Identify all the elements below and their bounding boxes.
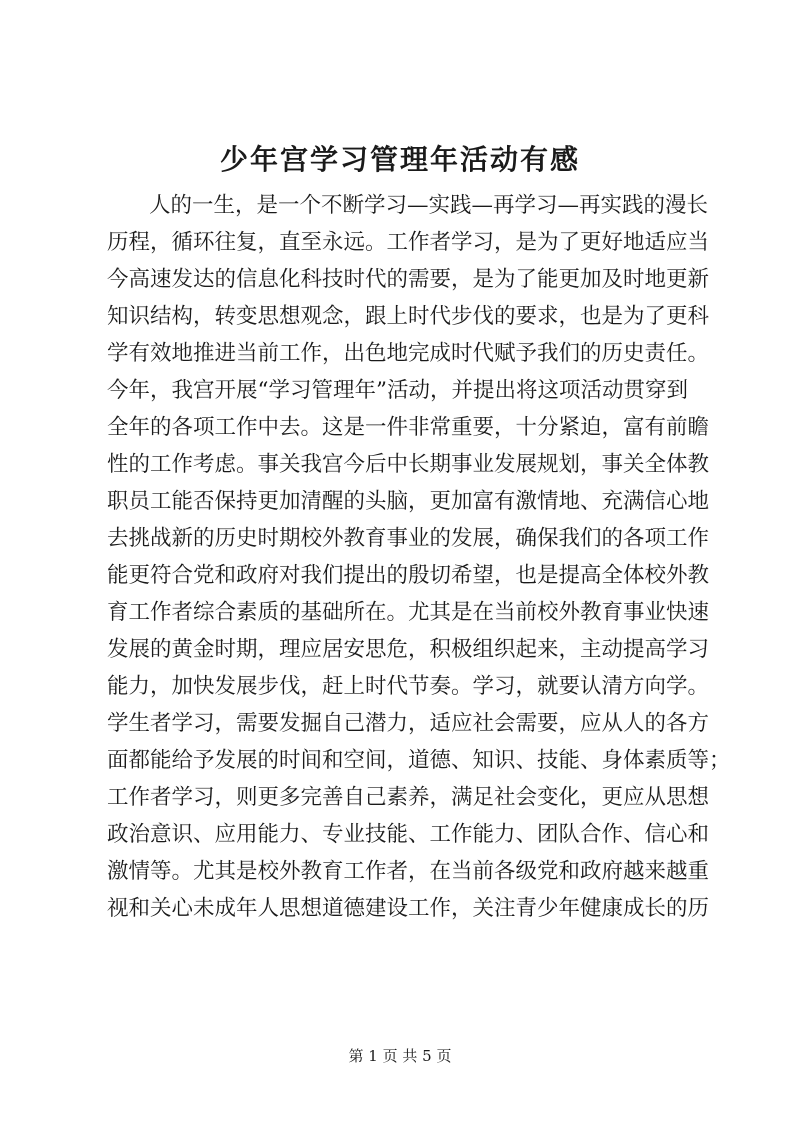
body-line: 学生者学习，需要发掘自己潜力，适应社会需要，应从人的各方 xyxy=(107,711,710,736)
body-line: 育工作者综合素质的基础所在。尤其是在当前校外教育事业快速 xyxy=(107,600,710,625)
body-line: 视和关心未成年人思想道德建设工作，关注青少年健康成长的历 xyxy=(107,896,710,921)
body-line: 激情等。尤其是校外教育工作者，在当前各级党和政府越来越重 xyxy=(107,859,710,884)
body-line: 能力，加快发展步伐，赶上时代节奏。学习，就要认清方向学。 xyxy=(107,674,710,699)
body-line: 性的工作考虑。事关我宫今后中长期事业发展规划，事关全体教 xyxy=(107,452,710,477)
body-line: 去挑战新的历史时期校外教育事业的发展，确保我们的各项工作 xyxy=(107,526,710,551)
body-line: 面都能给予发展的时间和空间，道德、知识、技能、身体素质等； xyxy=(107,748,731,773)
body-line: 全年的各项工作中去。这是一件非常重要，十分紧迫，富有前瞻 xyxy=(107,415,710,440)
body-line: 工作者学习，则更多完善自己素养，满足社会变化，更应从思想 xyxy=(107,785,710,810)
body-line: 职员工能否保持更加清醒的头脑，更加富有激情地、充满信心地 xyxy=(107,489,710,514)
body-line: 人的一生，是一个不断学习—实践—再学习—再实践的漫长 xyxy=(149,193,709,218)
body-line: 学有效地推进当前工作，出色地完成时代赋予我们的历史责任。 xyxy=(107,341,710,366)
body-line: 历程，循环往复，直至永远。工作者学习，是为了更好地适应当 xyxy=(107,230,710,255)
document-body xyxy=(107,187,731,927)
document-title: 少年宫学习管理年活动有感 xyxy=(219,143,580,176)
body-line: 政治意识、应用能力、专业技能、工作能力、团队合作、信心和 xyxy=(107,822,710,847)
body-line: 今高速发达的信息化科技时代的需要，是为了能更加及时地更新 xyxy=(107,267,710,292)
body-line: 能更符合党和政府对我们提出的殷切希望，也是提高全体校外教 xyxy=(107,563,710,588)
body-line: 知识结构，转变思想观念，跟上时代步伐的要求，也是为了更科 xyxy=(107,304,710,329)
body-line: 今年，我宫开展“学习管理年”活动，并提出将这项活动贯穿到 xyxy=(107,378,688,403)
body-line: 发展的黄金时期，理应居安思危，积极组织起来，主动提高学习 xyxy=(107,637,710,662)
page-number-footer: 第 1 页 共 5 页 xyxy=(348,1047,452,1065)
